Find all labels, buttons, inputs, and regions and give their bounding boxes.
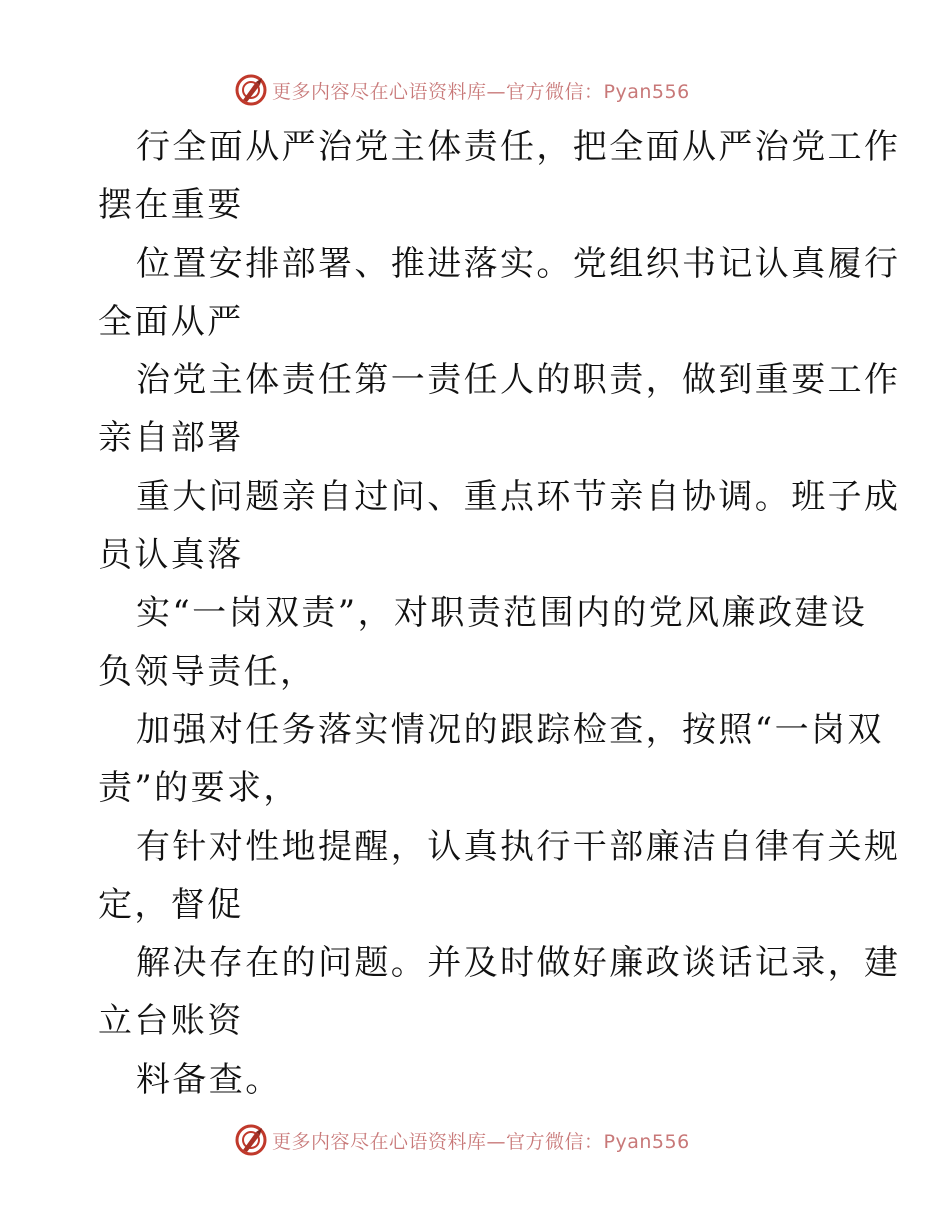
- paragraph: [98, 118, 901, 235]
- paragraph-line: 亲自部署: [98, 418, 244, 459]
- paragraph-line: 负领导责任，: [98, 651, 317, 692]
- document-body: [98, 118, 901, 1109]
- paragraph-line: 有针对性地提醒，认真执行干部廉洁自律有关规: [136, 826, 901, 867]
- paragraph-line: 实“一岗双责”，对职责范围内的党风廉政建设: [136, 593, 868, 634]
- paragraph-line: 全面从严: [98, 301, 244, 342]
- paragraph-line: 重大问题亲自过问、重点环节亲自协调。班子成: [136, 476, 901, 517]
- header-watermark-banner: [234, 72, 690, 108]
- paragraph-line: 治党主体责任第一责任人的职责，做到重要工作: [136, 360, 901, 401]
- paragraph: [98, 818, 901, 935]
- paragraph-line: 立台账资: [98, 1001, 244, 1042]
- paragraph: [98, 468, 901, 585]
- paragraph: [98, 701, 884, 818]
- paragraph: [98, 584, 868, 701]
- paragraph-line: 员认真落: [98, 535, 244, 576]
- quill-logo-icon: [234, 1123, 268, 1157]
- paragraph-line: 料备查。: [136, 1059, 282, 1100]
- paragraph-line: 责”的要求，: [98, 768, 300, 809]
- quill-logo-icon: [234, 73, 268, 107]
- header-banner-text: 更多内容尽在心语资料库—官方微信：Pyan556: [272, 80, 690, 103]
- paragraph-line: 加强对任务落实情况的跟踪检查，按照“一岗双: [136, 709, 884, 750]
- paragraph-line: 解决存在的问题。并及时做好廉政谈话记录，建: [136, 943, 901, 984]
- paragraph-line: 行全面从严治党主体责任，把全面从严治党工作: [136, 127, 901, 167]
- paragraph-line: 定，督促: [98, 884, 244, 925]
- paragraph: [98, 351, 901, 468]
- paragraph: [98, 1051, 858, 1109]
- paragraph: [98, 934, 901, 1051]
- paragraph: [98, 235, 901, 352]
- paragraph-line: 摆在重要: [98, 185, 244, 226]
- paragraph-line: 位置安排部署、推进落实。党组织书记认真履行: [136, 243, 901, 284]
- footer-banner-text: 更多内容尽在心语资料库—官方微信：Pyan556: [272, 1130, 690, 1153]
- footer-watermark-banner: [234, 1122, 690, 1158]
